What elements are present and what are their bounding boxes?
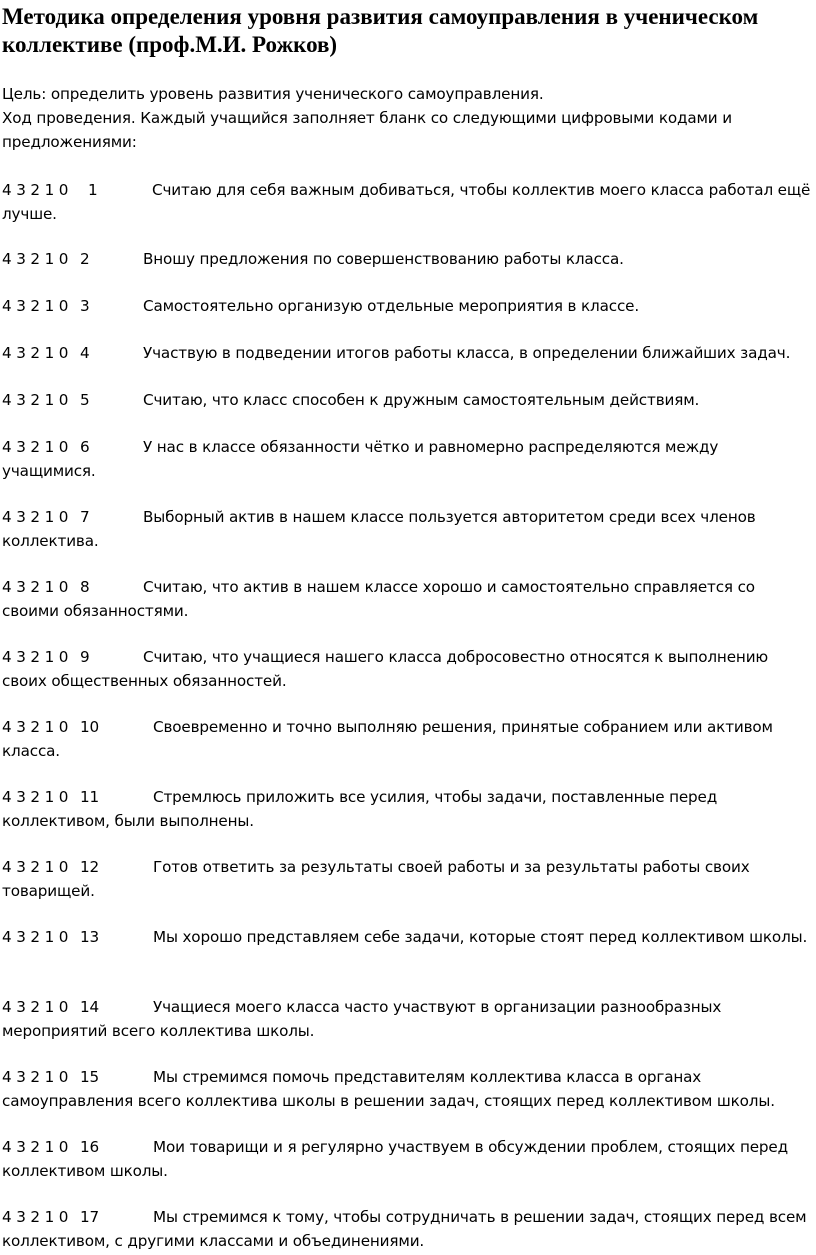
questionnaire-item [2, 1065, 814, 1113]
questionnaire-item [2, 1135, 814, 1183]
rating-scale: 4 3 2 1 0 [2, 391, 69, 409]
questionnaire-item [2, 995, 814, 1043]
rating-scale: 4 3 2 1 0 [2, 297, 69, 315]
item-text: Готов ответить за результаты своей работы и за результаты работы своих товарищей. [2, 858, 750, 900]
questionnaire-item [2, 247, 814, 271]
item-text: Мои товарищи и я регулярно участвуем в обсуждении проблем, стоящих перед коллективом школы. [2, 1138, 788, 1180]
item-number: 2 [80, 250, 90, 268]
item-text: Своевременно и точно выполняю решения, принятые собранием или активом класса. [2, 718, 773, 760]
item-text: Вношу предложения по совершенствованию работы класса. [143, 250, 624, 268]
item-text: Мы стремимся к тому, чтобы сотрудничать в решении задач, стоящих перед всем коллективом, с другими классами и объединениями. [2, 1208, 807, 1250]
procedure-paragraph: Ход проведения. Каждый учащийся заполняет бланк со следующими цифровыми кодами и предложениями: [2, 109, 732, 151]
questionnaire-item [2, 645, 814, 693]
item-number: 6 [80, 438, 90, 456]
rating-scale: 4 3 2 1 0 [2, 1068, 69, 1086]
item-number: 13 [80, 928, 100, 946]
item-text: Считаю для себя важным добиваться, чтобы коллектив моего класса работал ещё лучше. [2, 181, 811, 223]
item-number: 8 [80, 578, 90, 596]
questionnaire-item [2, 178, 814, 226]
item-number: 3 [80, 297, 90, 315]
rating-scale: 4 3 2 1 0 [2, 1208, 69, 1226]
rating-scale: 4 3 2 1 0 [2, 508, 69, 526]
item-text: Мы стремимся помочь представителям коллектива класса в органах самоуправления всего коллектива школы в решении задач, стоящих перед коллективом школы. [2, 1068, 775, 1110]
item-text: Стремлюсь приложить все усилия, чтобы задачи, поставленные перед коллективом, были выполнены. [2, 788, 718, 830]
item-number: 17 [80, 1208, 100, 1226]
item-text: Участвую в подведении итогов работы класса, в определении ближайших задач. [143, 344, 791, 362]
item-number: 15 [80, 1068, 100, 1086]
questionnaire-item [2, 785, 814, 833]
rating-scale: 4 3 2 1 0 [2, 928, 69, 946]
item-text: Считаю, что актив в нашем классе хорошо и самостоятельно справляется со своими обязанностями. [2, 578, 755, 620]
questionnaire-item [2, 435, 814, 483]
item-number: 12 [80, 858, 100, 876]
item-number: 4 [80, 344, 90, 362]
questionnaire-item [2, 855, 814, 903]
item-number: 1 [88, 181, 98, 199]
item-text: Мы хорошо представляем себе задачи, которые стоят перед коллективом школы. [153, 928, 808, 946]
rating-scale: 4 3 2 1 0 [2, 998, 69, 1016]
goal-paragraph: Цель: определить уровень развития ученического самоуправления. [2, 85, 544, 103]
questionnaire-item [2, 505, 814, 553]
questionnaire-item [2, 1205, 814, 1253]
questionnaire-item [2, 925, 814, 949]
rating-scale: 4 3 2 1 0 [2, 1138, 69, 1156]
item-text: Считаю, что учащиеся нашего класса добросовестно относятся к выполнению своих общественных обязанностей. [2, 648, 769, 690]
rating-scale: 4 3 2 1 0 [2, 181, 69, 199]
item-text: Учащиеся моего класса часто участвуют в организации разнообразных мероприятий всего коллектива школы. [2, 998, 722, 1040]
item-text: Самостоятельно организую отдельные мероприятия в классе. [143, 297, 640, 315]
item-text: Выборный актив в нашем классе пользуется авторитетом среди всех членов коллектива. [2, 508, 756, 550]
rating-scale: 4 3 2 1 0 [2, 250, 69, 268]
item-number: 16 [80, 1138, 100, 1156]
questionnaire-item [2, 575, 814, 623]
item-number: 11 [80, 788, 100, 806]
item-number: 5 [80, 391, 90, 409]
questionnaire-item [2, 388, 814, 412]
rating-scale: 4 3 2 1 0 [2, 858, 69, 876]
rating-scale: 4 3 2 1 0 [2, 788, 69, 806]
questionnaire-item [2, 341, 814, 365]
item-number: 10 [80, 718, 100, 736]
rating-scale: 4 3 2 1 0 [2, 344, 69, 362]
item-text: Считаю, что класс способен к дружным самостоятельным действиям. [143, 391, 700, 409]
rating-scale: 4 3 2 1 0 [2, 578, 69, 596]
rating-scale: 4 3 2 1 0 [2, 718, 69, 736]
document-title: Методика определения уровня развития самоуправления в ученическом коллективе (проф.М.И. Рожков) [2, 4, 759, 57]
rating-scale: 4 3 2 1 0 [2, 438, 69, 456]
questionnaire-item [2, 294, 814, 318]
item-text: У нас в классе обязанности чётко и равномерно распределяются между учащимися. [2, 438, 719, 480]
item-number: 7 [80, 508, 90, 526]
questionnaire-item [2, 715, 814, 763]
rating-scale: 4 3 2 1 0 [2, 648, 69, 666]
item-number: 14 [80, 998, 100, 1016]
item-number: 9 [80, 648, 90, 666]
